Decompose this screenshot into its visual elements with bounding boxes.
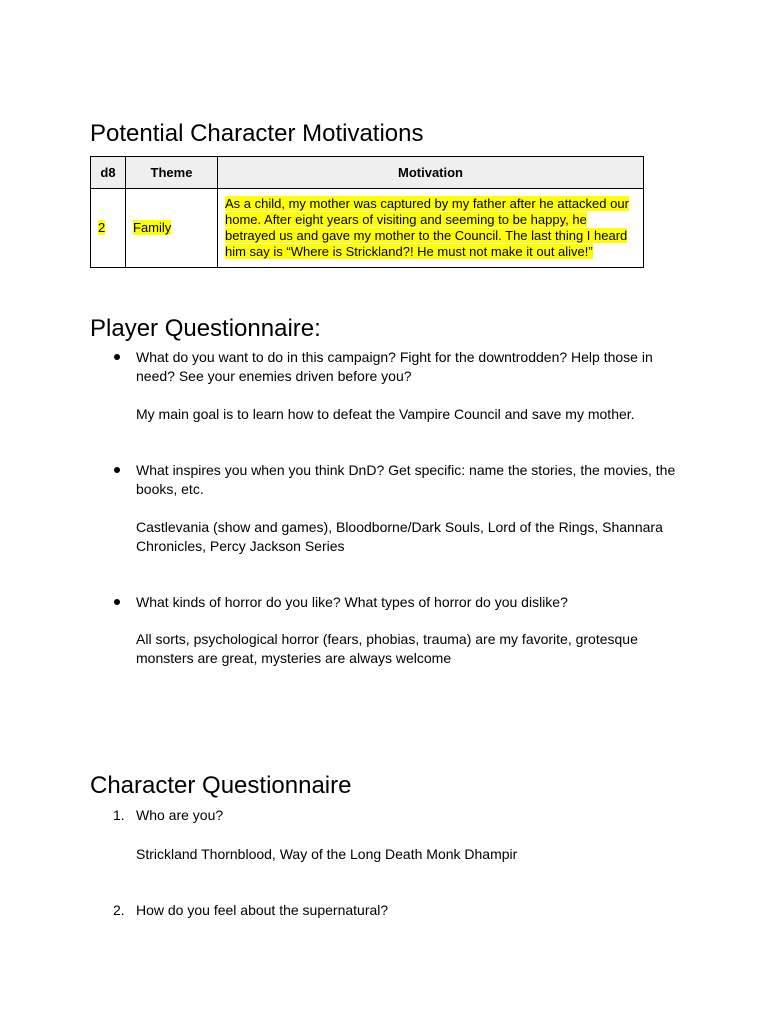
motivation-cell bbox=[218, 189, 644, 268]
bullet-icon bbox=[114, 599, 120, 605]
list-number: 2. bbox=[113, 902, 125, 918]
answer-text: Castlevania (show and games), Bloodborne/Dark Souls, Lord of the Rings, Shannara Chronicles, Percy Jackson Series bbox=[136, 519, 663, 554]
character-questionnaire-heading: Character Questionnaire bbox=[90, 772, 352, 799]
question-text: What kinds of horror do you like? What types of horror do you dislike? bbox=[136, 594, 568, 610]
table-header-row bbox=[91, 157, 644, 189]
question-text: What do you want to do in this campaign? Fight for the downtrodden? Help those in need? See your enemies driven before you? bbox=[136, 349, 653, 384]
column-header-theme: Theme bbox=[126, 157, 218, 189]
list-number: 1. bbox=[113, 807, 125, 823]
player-questionnaire-heading: Player Questionnaire: bbox=[90, 315, 321, 342]
question-text: What inspires you when you think DnD? Get specific: name the stories, the movies, the books, etc. bbox=[136, 462, 676, 497]
theme-value: Family bbox=[133, 220, 172, 235]
column-header-motivation: Motivation bbox=[218, 157, 644, 189]
question-text: How do you feel about the supernatural? bbox=[136, 902, 389, 918]
column-header-d8: d8 bbox=[91, 157, 126, 189]
d8-cell bbox=[91, 189, 126, 268]
motivation-text: As a child, my mother was captured by my father after he attacked our home. After eight years of visiting and seeming to be happy, he betrayed us and gave my mother to the Council. The last thing I heard him say is “Where is Strickland?! He must not make it out alive!” bbox=[225, 196, 629, 259]
d8-value: 2 bbox=[98, 220, 106, 235]
answer-text: My main goal is to learn how to defeat the Vampire Council and save my mother. bbox=[136, 406, 635, 422]
motivations-table bbox=[90, 156, 644, 268]
table-row bbox=[91, 189, 644, 268]
bullet-icon bbox=[114, 467, 120, 473]
answer-text: Strickland Thornblood, Way of the Long Death Monk Dhampir bbox=[136, 846, 518, 862]
motivations-heading: Potential Character Motivations bbox=[90, 120, 424, 147]
answer-text: All sorts, psychological horror (fears, phobias, trauma) are my favorite, grotesque monsters are great, mysteries are always welcome bbox=[136, 631, 638, 666]
bullet-icon bbox=[114, 354, 120, 360]
question-text: Who are you? bbox=[136, 807, 224, 823]
theme-cell bbox=[126, 189, 218, 268]
